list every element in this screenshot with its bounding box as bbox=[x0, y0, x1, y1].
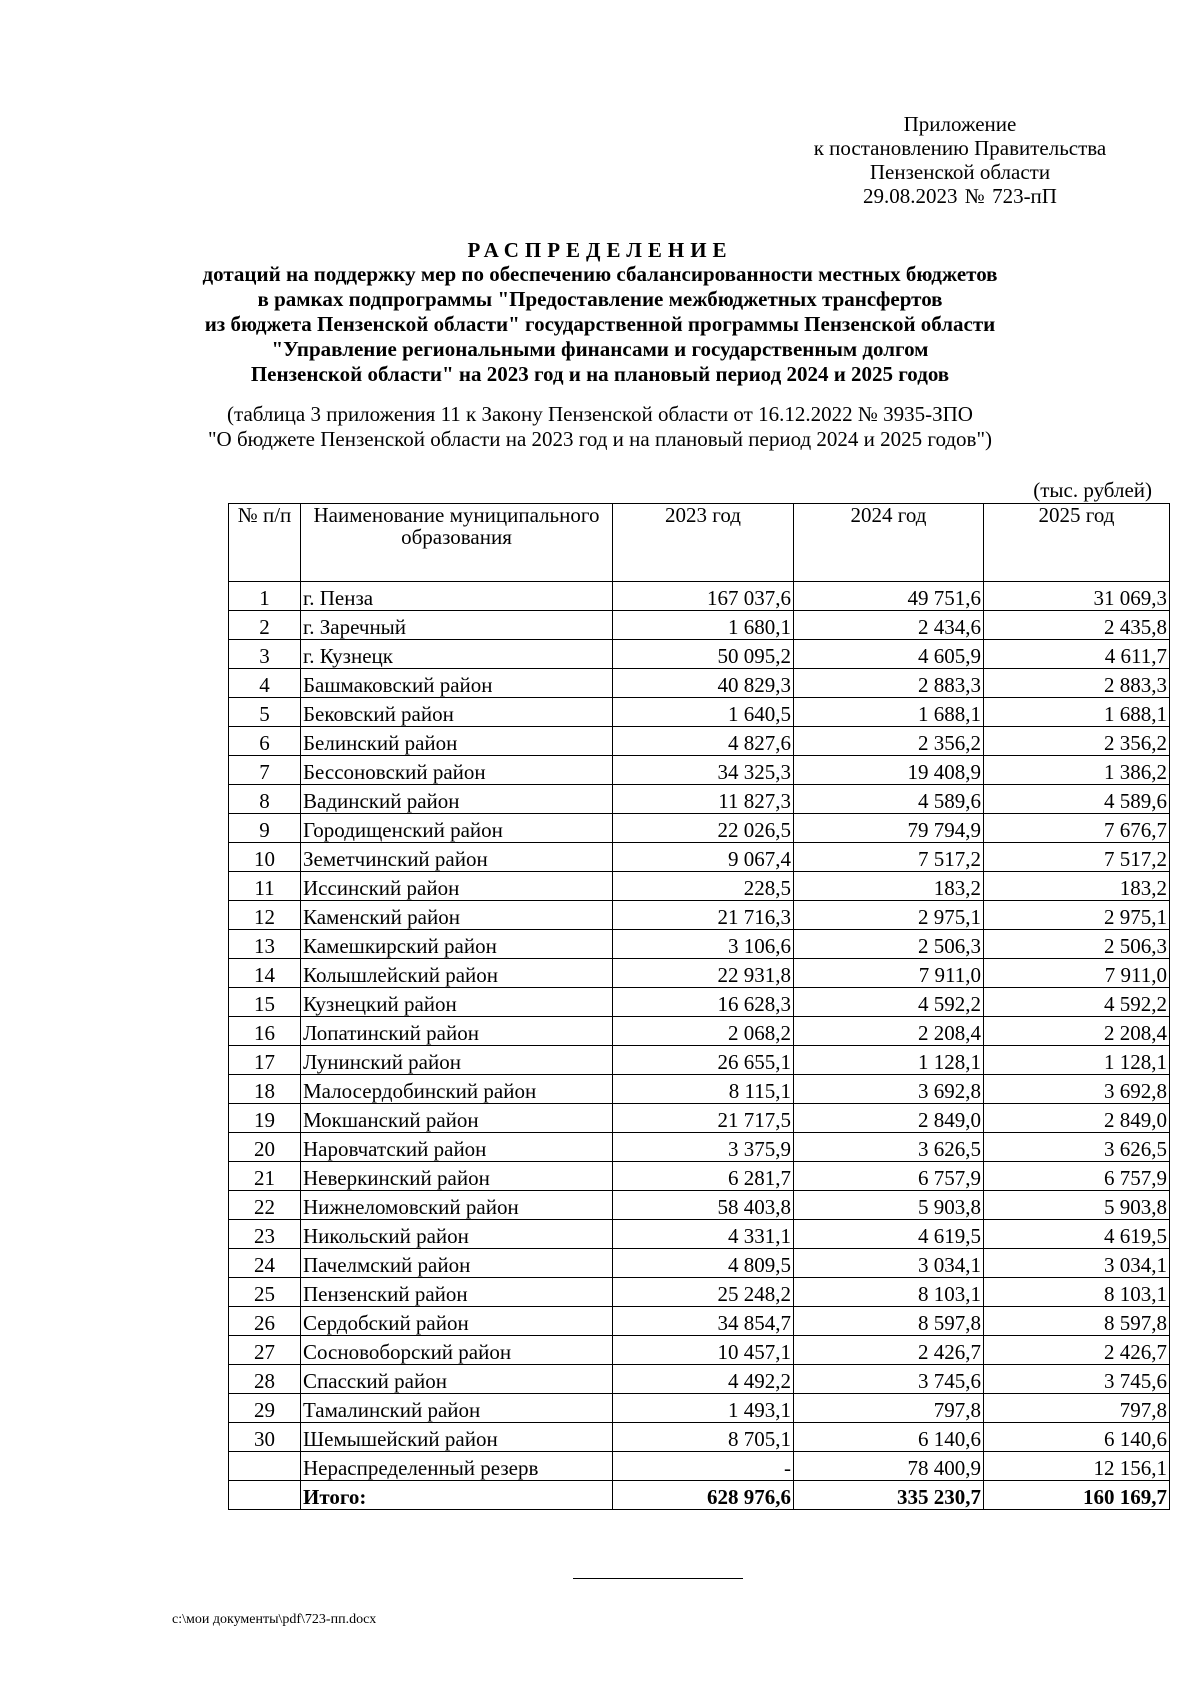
cell-name: Лопатинский район bbox=[301, 1017, 613, 1046]
cell-2023: 8 705,1 bbox=[613, 1423, 794, 1452]
cell-2025: 1 128,1 bbox=[984, 1046, 1170, 1075]
cell-num bbox=[229, 1481, 301, 1510]
table-row bbox=[229, 640, 1170, 669]
cell-num: 14 bbox=[229, 959, 301, 988]
cell-name: Пачелмский район bbox=[301, 1249, 613, 1278]
cell-name: Пензенский район bbox=[301, 1278, 613, 1307]
cell-num: 13 bbox=[229, 930, 301, 959]
total-2023: 628 976,6 bbox=[613, 1481, 794, 1510]
total-2025: 160 169,7 bbox=[984, 1481, 1170, 1510]
appendix-label: Приложение bbox=[903, 112, 1017, 136]
cell-2025: 4 592,2 bbox=[984, 988, 1170, 1017]
cell-name: Башмаковский район bbox=[301, 669, 613, 698]
title-heading: РАСПРЕДЕЛЕНИЕ bbox=[467, 238, 733, 262]
table-row bbox=[229, 1365, 1170, 1394]
cell-2025: 4 589,6 bbox=[984, 785, 1170, 814]
table-row bbox=[229, 872, 1170, 901]
cell-2025: 2 356,2 bbox=[984, 727, 1170, 756]
cell-2025: 1 688,1 bbox=[984, 698, 1170, 727]
table-row bbox=[229, 930, 1170, 959]
cell-2024: 2 849,0 bbox=[794, 1104, 984, 1133]
title-line: Пензенской области" на 2023 год и на плановый период 2024 и 2025 годов bbox=[250, 362, 950, 386]
cell-2025: 7 517,2 bbox=[984, 843, 1170, 872]
cell-2025: 1 386,2 bbox=[984, 756, 1170, 785]
cell-num: 8 bbox=[229, 785, 301, 814]
cell-num: 26 bbox=[229, 1307, 301, 1336]
table-row bbox=[229, 814, 1170, 843]
cell-2023: 8 115,1 bbox=[613, 1075, 794, 1104]
cell-num: 24 bbox=[229, 1249, 301, 1278]
cell-num: 16 bbox=[229, 1017, 301, 1046]
cell-name: Шемышейский район bbox=[301, 1423, 613, 1452]
cell-2024: 2 506,3 bbox=[794, 930, 984, 959]
cell-2023: 22 931,8 bbox=[613, 959, 794, 988]
cell-2023: 4 331,1 bbox=[613, 1220, 794, 1249]
appendix-region: Пензенской области bbox=[869, 160, 1051, 184]
header-num: № п/п bbox=[229, 504, 301, 582]
total-row bbox=[229, 1481, 1170, 1510]
cell-2024: 4 605,9 bbox=[794, 640, 984, 669]
cell-num: 21 bbox=[229, 1162, 301, 1191]
cell-2025: 2 435,8 bbox=[984, 611, 1170, 640]
header-2023: 2023 год bbox=[613, 504, 794, 582]
cell-2023: 34 854,7 bbox=[613, 1307, 794, 1336]
cell-name: Иссинский район bbox=[301, 872, 613, 901]
cell-name: Никольский район bbox=[301, 1220, 613, 1249]
cell-name: Земетчинский район bbox=[301, 843, 613, 872]
cell-2023: 40 829,3 bbox=[613, 669, 794, 698]
table-row bbox=[229, 1104, 1170, 1133]
cell-2024: 8 597,8 bbox=[794, 1307, 984, 1336]
table-row bbox=[229, 727, 1170, 756]
cell-name: Тамалинский район bbox=[301, 1394, 613, 1423]
header-name: Наименование муниципального образования bbox=[301, 504, 613, 582]
cell-2025: 2 883,3 bbox=[984, 669, 1170, 698]
cell-2023: 25 248,2 bbox=[613, 1278, 794, 1307]
table-row bbox=[229, 843, 1170, 872]
table-row bbox=[229, 1191, 1170, 1220]
cell-2025: 3 745,6 bbox=[984, 1365, 1170, 1394]
cell-2024: 2 208,4 bbox=[794, 1017, 984, 1046]
cell-num: 3 bbox=[229, 640, 301, 669]
title-line: дотаций на поддержку мер по обеспечению сбалансированности местных бюджетов bbox=[202, 262, 998, 286]
units-label: (тыс. рублей) bbox=[1033, 478, 1152, 502]
cell-num: 10 bbox=[229, 843, 301, 872]
cell-2025: 797,8 bbox=[984, 1394, 1170, 1423]
cell-name: г. Заречный bbox=[301, 611, 613, 640]
cell-num: 5 bbox=[229, 698, 301, 727]
cell-2025: 2 426,7 bbox=[984, 1336, 1170, 1365]
table-row bbox=[229, 1017, 1170, 1046]
cell-2023: 1 640,5 bbox=[613, 698, 794, 727]
table-row bbox=[229, 1394, 1170, 1423]
cell-num: 29 bbox=[229, 1394, 301, 1423]
cell-2024: 2 426,7 bbox=[794, 1336, 984, 1365]
cell-num: 27 bbox=[229, 1336, 301, 1365]
cell-2025: 2 208,4 bbox=[984, 1017, 1170, 1046]
cell-2024: 2 356,2 bbox=[794, 727, 984, 756]
document-subtitle bbox=[140, 402, 1060, 452]
cell-2023: 3 106,6 bbox=[613, 930, 794, 959]
table-row bbox=[229, 1249, 1170, 1278]
table-row bbox=[229, 1452, 1170, 1481]
cell-2023: 50 095,2 bbox=[613, 640, 794, 669]
cell-2023: 11 827,3 bbox=[613, 785, 794, 814]
table-row bbox=[229, 1336, 1170, 1365]
cell-name: Вадинский район bbox=[301, 785, 613, 814]
cell-name: Кузнецкий район bbox=[301, 988, 613, 1017]
cell-num: 20 bbox=[229, 1133, 301, 1162]
table-body bbox=[229, 582, 1170, 1510]
distribution-table bbox=[228, 503, 1170, 1510]
appendix-resolution: к постановлению Правительства bbox=[813, 136, 1107, 160]
cell-num: 11 bbox=[229, 872, 301, 901]
cell-2024: 2 434,6 bbox=[794, 611, 984, 640]
cell-2024: 2 975,1 bbox=[794, 901, 984, 930]
cell-name: Неверкинский район bbox=[301, 1162, 613, 1191]
cell-num: 18 bbox=[229, 1075, 301, 1104]
title-line: "Управление региональными финансами и государственным долгом bbox=[271, 337, 929, 361]
cell-2024: 183,2 bbox=[794, 872, 984, 901]
cell-2024: 3 745,6 bbox=[794, 1365, 984, 1394]
cell-2025: 8 103,1 bbox=[984, 1278, 1170, 1307]
cell-2023: 3 375,9 bbox=[613, 1133, 794, 1162]
cell-name: Бековский район bbox=[301, 698, 613, 727]
cell-2024: 6 140,6 bbox=[794, 1423, 984, 1452]
cell-2024: 79 794,9 bbox=[794, 814, 984, 843]
cell-name: Нижнеломовский район bbox=[301, 1191, 613, 1220]
cell-2025: 3 034,1 bbox=[984, 1249, 1170, 1278]
table-row bbox=[229, 1133, 1170, 1162]
table-row bbox=[229, 611, 1170, 640]
cell-2023: 34 325,3 bbox=[613, 756, 794, 785]
cell-2024: 2 883,3 bbox=[794, 669, 984, 698]
cell-2023: 22 026,5 bbox=[613, 814, 794, 843]
table-row bbox=[229, 669, 1170, 698]
cell-2023: 10 457,1 bbox=[613, 1336, 794, 1365]
cell-num bbox=[229, 1452, 301, 1481]
cell-2023: 4 809,5 bbox=[613, 1249, 794, 1278]
table-row bbox=[229, 1162, 1170, 1191]
cell-num: 12 bbox=[229, 901, 301, 930]
table-row bbox=[229, 1423, 1170, 1452]
cell-name: Спасский район bbox=[301, 1365, 613, 1394]
cell-2024: 6 757,9 bbox=[794, 1162, 984, 1191]
cell-num: 23 bbox=[229, 1220, 301, 1249]
cell-2024: 49 751,6 bbox=[794, 582, 984, 611]
cell-num: 17 bbox=[229, 1046, 301, 1075]
cell-2025: 2 849,0 bbox=[984, 1104, 1170, 1133]
cell-name: г. Пенза bbox=[301, 582, 613, 611]
cell-num: 9 bbox=[229, 814, 301, 843]
cell-name: Каменский район bbox=[301, 901, 613, 930]
cell-2024: 797,8 bbox=[794, 1394, 984, 1423]
cell-2024: 3 034,1 bbox=[794, 1249, 984, 1278]
title-line: в рамках подпрограммы "Предоставление межбюджетных трансфертов bbox=[257, 287, 943, 311]
cell-name: Мокшанский район bbox=[301, 1104, 613, 1133]
cell-num: 15 bbox=[229, 988, 301, 1017]
cell-2025: 2 506,3 bbox=[984, 930, 1170, 959]
subtitle-line: "О бюджете Пензенской области на 2023 год и на плановый период 2024 и 2025 годов") bbox=[207, 427, 993, 451]
cell-num: 19 bbox=[229, 1104, 301, 1133]
cell-2023: 4 492,2 bbox=[613, 1365, 794, 1394]
cell-2023: 16 628,3 bbox=[613, 988, 794, 1017]
cell-2023: 6 281,7 bbox=[613, 1162, 794, 1191]
cell-name: Белинский район bbox=[301, 727, 613, 756]
cell-2024: 78 400,9 bbox=[794, 1452, 984, 1481]
cell-2025: 6 140,6 bbox=[984, 1423, 1170, 1452]
table-row bbox=[229, 1307, 1170, 1336]
cell-2025: 2 975,1 bbox=[984, 901, 1170, 930]
cell-2023: 58 403,8 bbox=[613, 1191, 794, 1220]
cell-2023: 4 827,6 bbox=[613, 727, 794, 756]
cell-name: Сердобский район bbox=[301, 1307, 613, 1336]
cell-2024: 1 128,1 bbox=[794, 1046, 984, 1075]
cell-2025: 3 692,8 bbox=[984, 1075, 1170, 1104]
cell-name: Лунинский район bbox=[301, 1046, 613, 1075]
table-row bbox=[229, 901, 1170, 930]
cell-2023: 2 068,2 bbox=[613, 1017, 794, 1046]
file-path: c:\мои документы\pdf\723-пп.docx bbox=[172, 1612, 377, 1627]
cell-2024: 1 688,1 bbox=[794, 698, 984, 727]
cell-num: 25 bbox=[229, 1278, 301, 1307]
cell-name: Бессоновский район bbox=[301, 756, 613, 785]
cell-2024: 4 589,6 bbox=[794, 785, 984, 814]
cell-2025: 183,2 bbox=[984, 872, 1170, 901]
table-row bbox=[229, 959, 1170, 988]
cell-2025: 31 069,3 bbox=[984, 582, 1170, 611]
cell-2024: 8 103,1 bbox=[794, 1278, 984, 1307]
cell-2025: 4 611,7 bbox=[984, 640, 1170, 669]
table-row bbox=[229, 1278, 1170, 1307]
cell-2024: 3 692,8 bbox=[794, 1075, 984, 1104]
cell-name: Наровчатский район bbox=[301, 1133, 613, 1162]
cell-2025: 12 156,1 bbox=[984, 1452, 1170, 1481]
cell-2024: 3 626,5 bbox=[794, 1133, 984, 1162]
cell-2023: 228,5 bbox=[613, 872, 794, 901]
cell-2023: 21 716,3 bbox=[613, 901, 794, 930]
cell-2025: 3 626,5 bbox=[984, 1133, 1170, 1162]
table-row bbox=[229, 1075, 1170, 1104]
cell-name: Сосновоборский район bbox=[301, 1336, 613, 1365]
cell-num: 22 bbox=[229, 1191, 301, 1220]
table-row bbox=[229, 785, 1170, 814]
cell-name: Малосердобинский район bbox=[301, 1075, 613, 1104]
cell-num: 28 bbox=[229, 1365, 301, 1394]
cell-name: Камешкирский район bbox=[301, 930, 613, 959]
cell-name: Нераспределенный резерв bbox=[301, 1452, 613, 1481]
cell-num: 2 bbox=[229, 611, 301, 640]
cell-2025: 8 597,8 bbox=[984, 1307, 1170, 1336]
table-row bbox=[229, 756, 1170, 785]
title-line: из бюджета Пензенской области" государственной программы Пензенской области bbox=[204, 312, 996, 336]
header-2024: 2024 год bbox=[794, 504, 984, 582]
header-2025: 2025 год bbox=[984, 504, 1170, 582]
cell-2023: - bbox=[613, 1452, 794, 1481]
table-row bbox=[229, 1220, 1170, 1249]
cell-2023: 21 717,5 bbox=[613, 1104, 794, 1133]
table-header-row bbox=[229, 504, 1170, 582]
cell-num: 1 bbox=[229, 582, 301, 611]
subtitle-line: (таблица 3 приложения 11 к Закону Пензенской области от 16.12.2022 № 3935-ЗПО bbox=[227, 402, 973, 426]
cell-2025: 5 903,8 bbox=[984, 1191, 1170, 1220]
cell-num: 30 bbox=[229, 1423, 301, 1452]
cell-2024: 7 911,0 bbox=[794, 959, 984, 988]
table-row bbox=[229, 698, 1170, 727]
table-row bbox=[229, 1046, 1170, 1075]
cell-name: Городищенский район bbox=[301, 814, 613, 843]
cell-num: 4 bbox=[229, 669, 301, 698]
cell-2024: 4 619,5 bbox=[794, 1220, 984, 1249]
cell-2024: 5 903,8 bbox=[794, 1191, 984, 1220]
cell-2023: 26 655,1 bbox=[613, 1046, 794, 1075]
cell-2025: 4 619,5 bbox=[984, 1220, 1170, 1249]
cell-2024: 7 517,2 bbox=[794, 843, 984, 872]
cell-2023: 9 067,4 bbox=[613, 843, 794, 872]
cell-2024: 4 592,2 bbox=[794, 988, 984, 1017]
signature-line bbox=[573, 1578, 743, 1579]
table-row bbox=[229, 988, 1170, 1017]
appendix-date-number: 29.08.2023 № 723-пП bbox=[863, 184, 1057, 208]
cell-2025: 6 757,9 bbox=[984, 1162, 1170, 1191]
document-title bbox=[140, 238, 1060, 387]
total-label: Итого: bbox=[301, 1481, 613, 1510]
cell-2024: 19 408,9 bbox=[794, 756, 984, 785]
cell-2023: 1 680,1 bbox=[613, 611, 794, 640]
cell-2023: 167 037,6 bbox=[613, 582, 794, 611]
table-row bbox=[229, 582, 1170, 611]
total-2024: 335 230,7 bbox=[794, 1481, 984, 1510]
cell-2025: 7 676,7 bbox=[984, 814, 1170, 843]
appendix-header bbox=[760, 112, 1160, 208]
cell-num: 7 bbox=[229, 756, 301, 785]
cell-name: г. Кузнецк bbox=[301, 640, 613, 669]
cell-2023: 1 493,1 bbox=[613, 1394, 794, 1423]
cell-num: 6 bbox=[229, 727, 301, 756]
cell-name: Колышлейский район bbox=[301, 959, 613, 988]
cell-2025: 7 911,0 bbox=[984, 959, 1170, 988]
